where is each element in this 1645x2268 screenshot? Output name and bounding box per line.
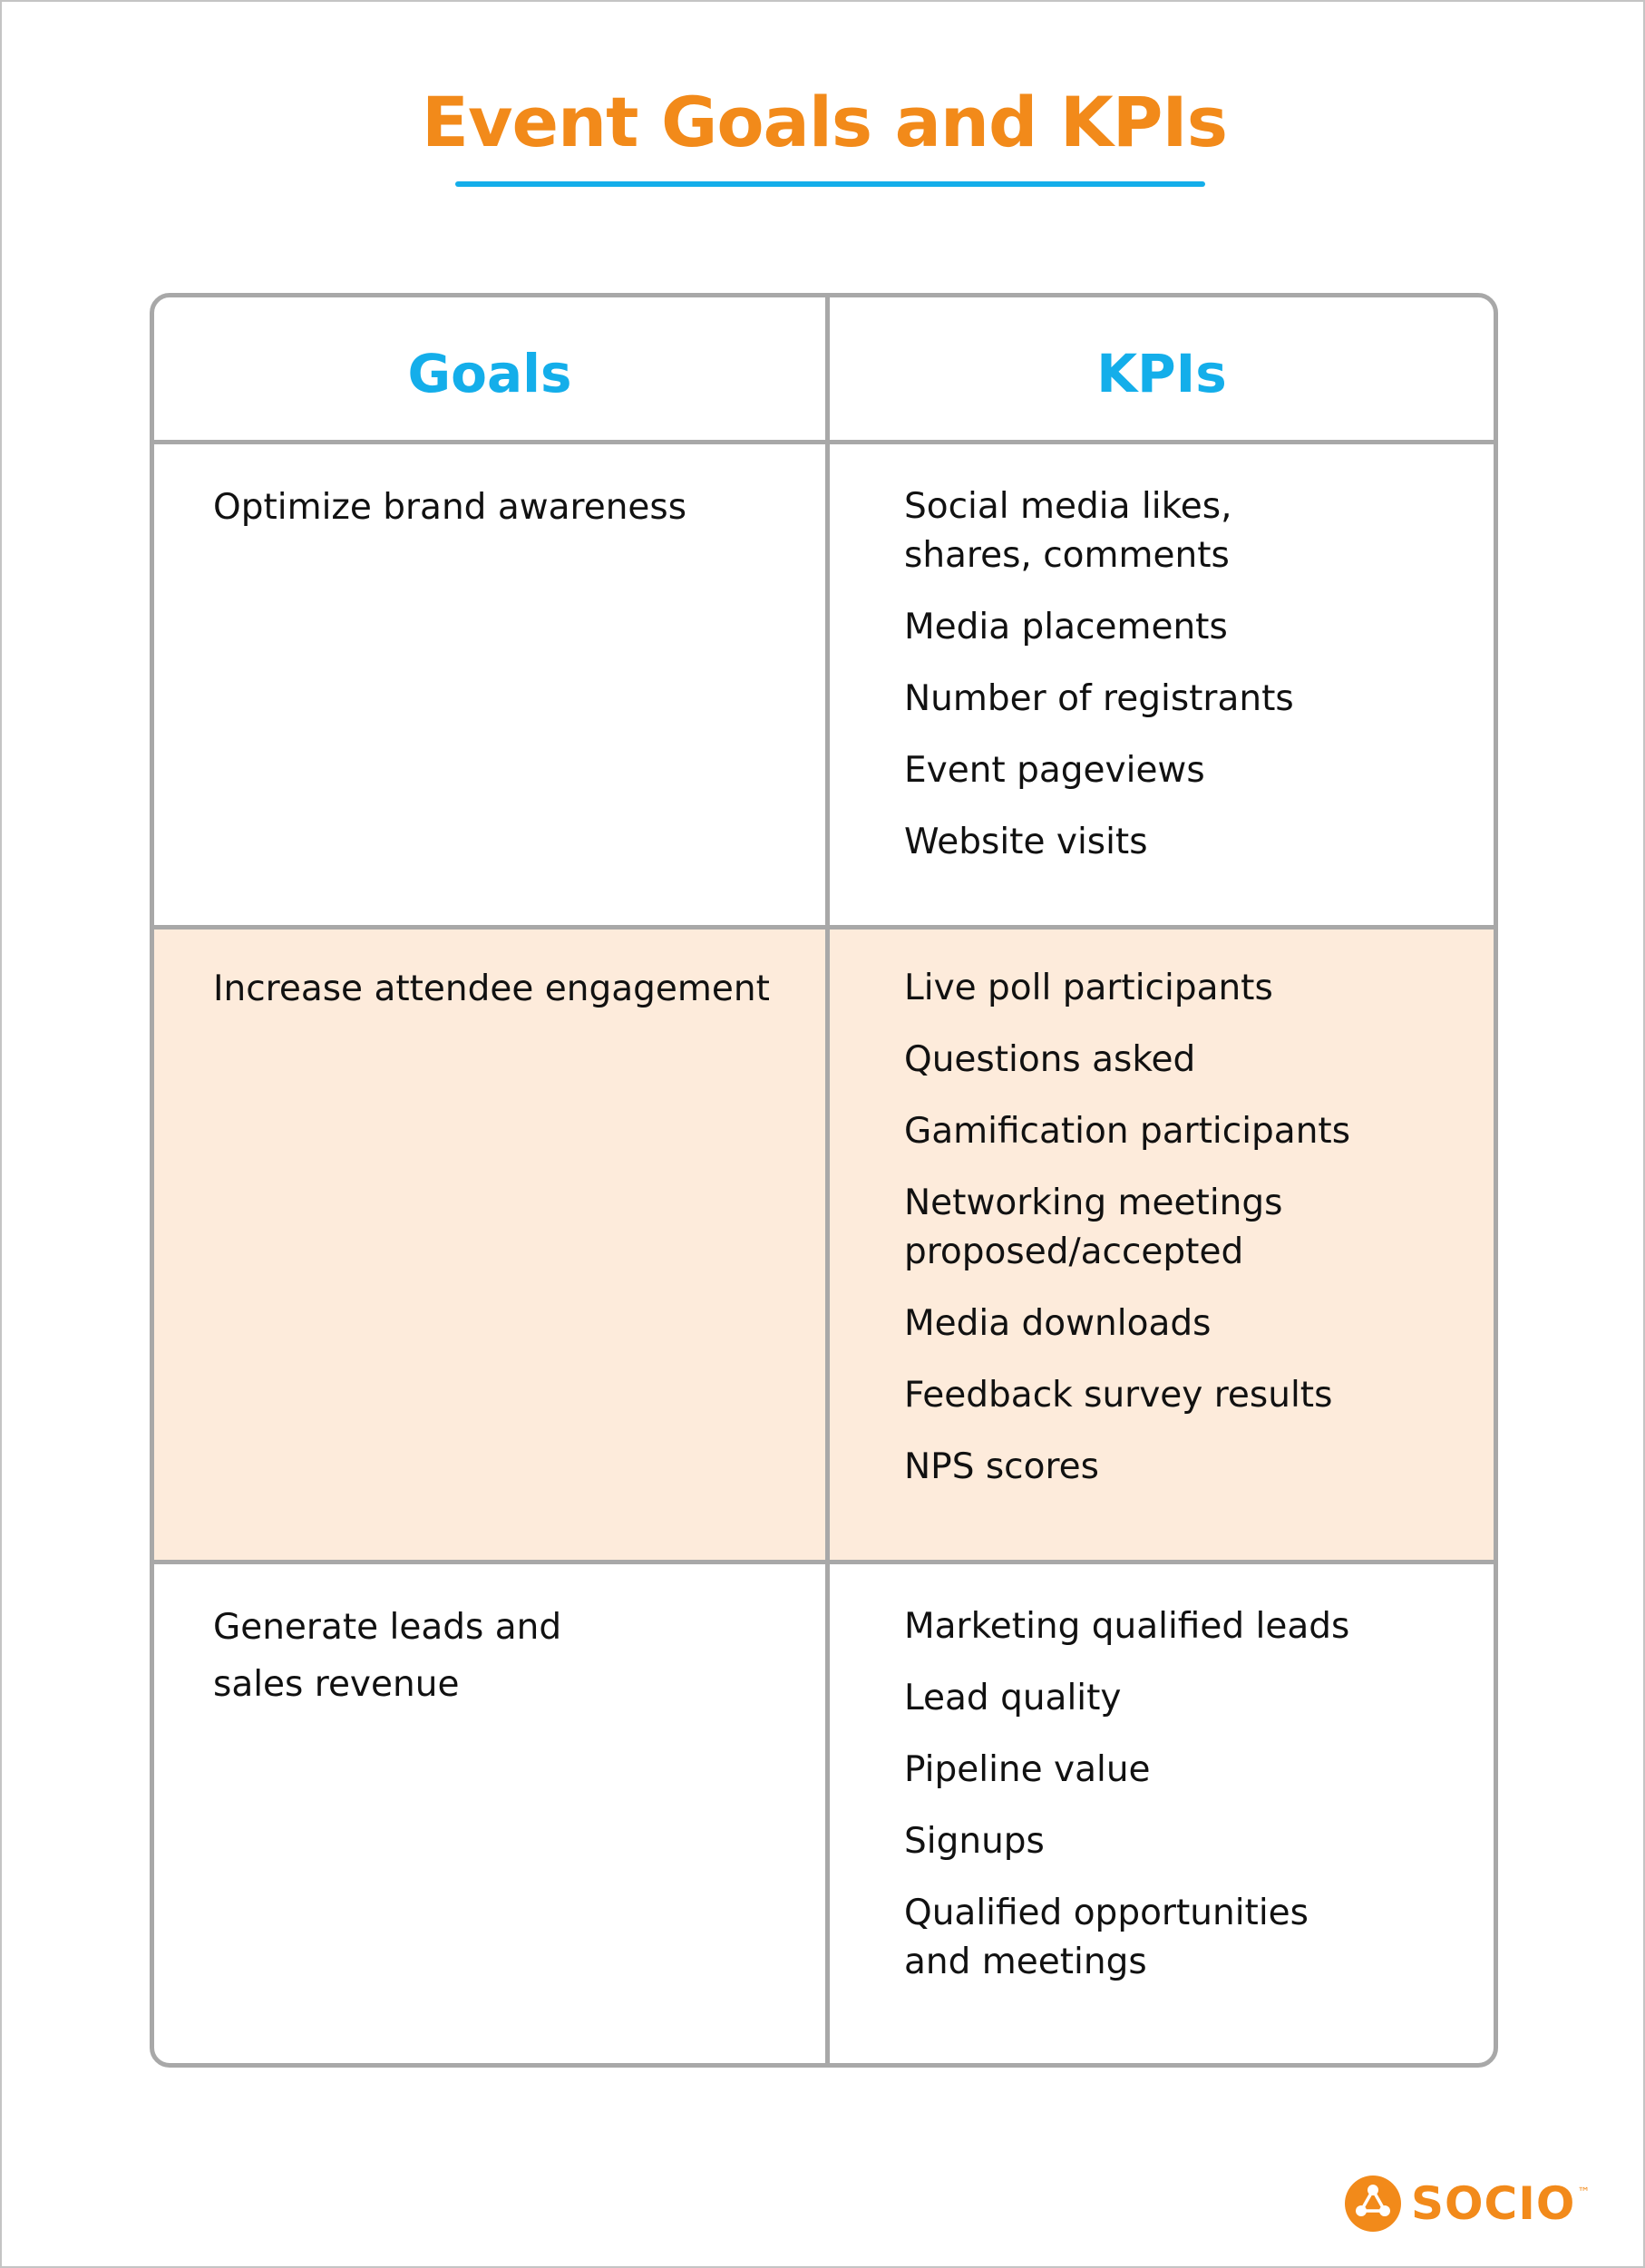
- socio-logo: [1344, 2175, 1590, 2233]
- kpi-item: Social media likes, shares, comments: [904, 486, 1232, 576]
- goal-cell: [213, 1599, 561, 1713]
- goal-cell: [213, 479, 686, 536]
- kpi-item: Live poll participants: [904, 968, 1273, 1008]
- goal-text: Increase attendee engagement: [213, 969, 770, 1009]
- goals-column-header: Goals: [407, 342, 572, 404]
- kpi-item: Number of registrants: [904, 678, 1294, 719]
- kpi-item: Signups: [904, 1821, 1045, 1862]
- kpi-item: Pipeline value: [904, 1749, 1151, 1790]
- kpi-item: Marketing qualified leads: [904, 1606, 1350, 1647]
- kpi-list: [904, 1602, 1412, 2010]
- table-row-2: [154, 930, 1494, 1560]
- kpi-list: [904, 482, 1412, 890]
- goal-text: Optimize brand awareness: [213, 487, 687, 528]
- row-divider: [154, 925, 1494, 930]
- title-underline: [455, 181, 1205, 187]
- row-divider: [154, 1560, 1494, 1564]
- logo-wordmark: SOCIO: [1411, 2177, 1576, 2230]
- table-row-1: [154, 444, 1494, 862]
- kpi-item: Media downloads: [904, 1303, 1212, 1344]
- column-divider: [825, 297, 830, 2063]
- kpi-item: NPS scores: [904, 1446, 1099, 1487]
- goal-text-line-2: sales revenue: [213, 1664, 460, 1705]
- kpi-list: [904, 964, 1412, 1514]
- kpi-item: Networking meetings proposed/accepted: [904, 1183, 1283, 1272]
- table-row-3: [154, 1564, 1494, 2063]
- kpi-item: Event pageviews: [904, 750, 1205, 791]
- kpi-item: Feedback survey results: [904, 1375, 1333, 1416]
- kpi-item: Gamification participants: [904, 1111, 1351, 1152]
- kpi-item: Media placements: [904, 607, 1228, 647]
- page-title: Event Goals and KPIs: [422, 82, 1227, 162]
- goal-cell: [213, 960, 770, 1017]
- kpi-item: Website visits: [904, 822, 1148, 862]
- kpi-item: Lead quality: [904, 1678, 1122, 1718]
- kpis-column-header: KPIs: [1096, 342, 1227, 404]
- goals-kpis-table: [150, 293, 1498, 2068]
- header-divider: [154, 440, 1494, 444]
- goal-text-line-1: Generate leads and: [213, 1607, 562, 1648]
- kpi-item: Qualified opportunities and meetings: [904, 1893, 1309, 1982]
- socio-logo-icon: [1344, 2175, 1402, 2233]
- logo-trademark: ™: [1577, 2185, 1591, 2200]
- kpi-item: Questions asked: [904, 1039, 1196, 1080]
